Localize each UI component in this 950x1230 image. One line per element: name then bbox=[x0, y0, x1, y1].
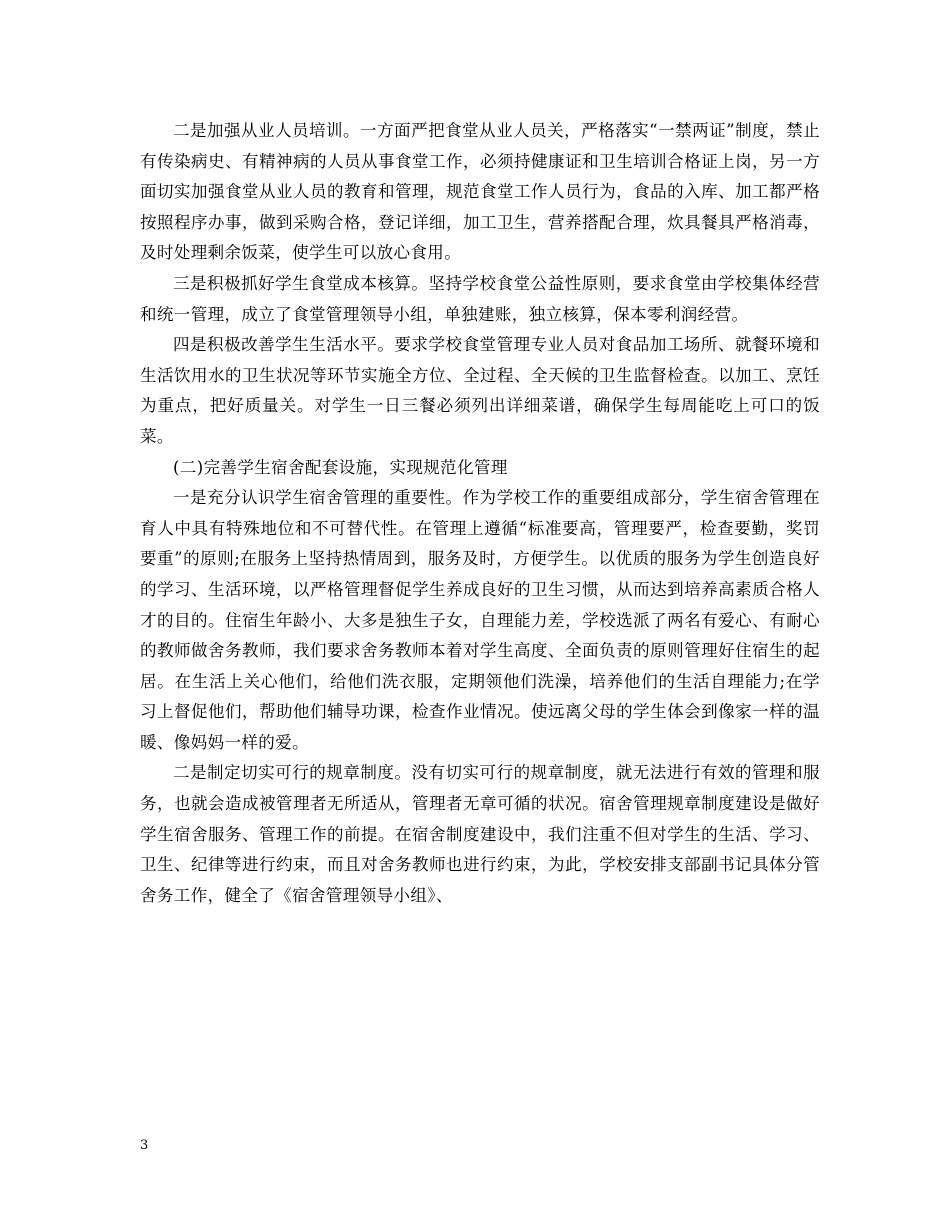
paragraph-cost-accounting: 三是积极抓好学生食堂成本核算。坚持学校食堂公益性原则，要求食堂由学校集体经营和统一管理，成立了食堂管理领导小组，单独建账，独立核算，保本零利润经营。 bbox=[140, 273, 820, 324]
paragraph-staff-training: 二是加强从业人员培训。一方面严把食堂从业人员关，严格落实“一禁两证”制度，禁止有传染病史、有精神病的人员从事食堂工作，必须持健康证和卫生培训合格证上岗，另一方面切实加强食堂从业人员的教育和管理，规范食堂工作人员行为，食品的入库、加工都严格按照程序办事，做到采购合格，登记详细，加工卫生，营养搭配合理，炊具餐具严格消毒，及时处理剩余饭菜，使学生可以放心食用。 bbox=[140, 121, 820, 263]
paragraph-dormitory-importance: 一是充分认识学生宿舍管理的重要性。作为学校工作的重要组成部分，学生宿舍管理在育人中具有特殊地位和不可替代性。在管理上遵循“标准要高，管理要严，检查要勤，奖罚要重”的原则;在服务上坚持热情周到，服务及时，方便学生。以优质的服务为学生创造良好的学习、生活环境，以严格管理督促学生养成良好的卫生习惯，从而达到培养高素质合格人才的目的。住宿生年龄小、大多是独生子女，自理能力差，学校选派了两名有爱心、有耐心的教师做舍务教师，我们要求舍务教师本着对学生高度、全面负责的原则管理好住宿生的起居。在生活上关心他们，给他们洗衣服，定期领他们洗澡，培养他们的生活自理能力;在学习上督促他们，帮助他们辅导功课，检查作业情况。使远离父母的学生体会到像家一样的温暖、像妈妈一样的爱。 bbox=[140, 488, 820, 752]
document-body bbox=[140, 116, 820, 911]
paragraph-rules-regulations: 二是制定切实可行的规章制度。没有切实可行的规章制度，就无法进行有效的管理和服务，也就会造成被管理者无所适从，管理者无章可循的状况。宿舍管理规章制度建设是做好学生宿舍服务、管理工作的前提。在宿舍制度建设中，我们注重不但对学生的生活、学习、卫生、纪律等进行约束，而且对舍务教师也进行约束，为此，学校安排支部副书记具体分管舍务工作，健全了《宿舍管理领导小组》、 bbox=[140, 763, 820, 905]
page-number: 3 bbox=[140, 1138, 149, 1153]
paragraph-living-standard: 四是积极改善学生生活水平。要求学校食堂管理专业人员对食品加工场所、就餐环境和生活饮用水的卫生状况等环节实施全方位、全过程、全天候的卫生监督检查。以加工、烹饪为重点，把好质量关。对学生一日三餐必须列出详细菜谱，确保学生每周能吃上可口的饭菜。 bbox=[140, 335, 820, 446]
section-heading-dormitory: (二)完善学生宿舍配套设施，实现规范化管理 bbox=[173, 457, 508, 477]
